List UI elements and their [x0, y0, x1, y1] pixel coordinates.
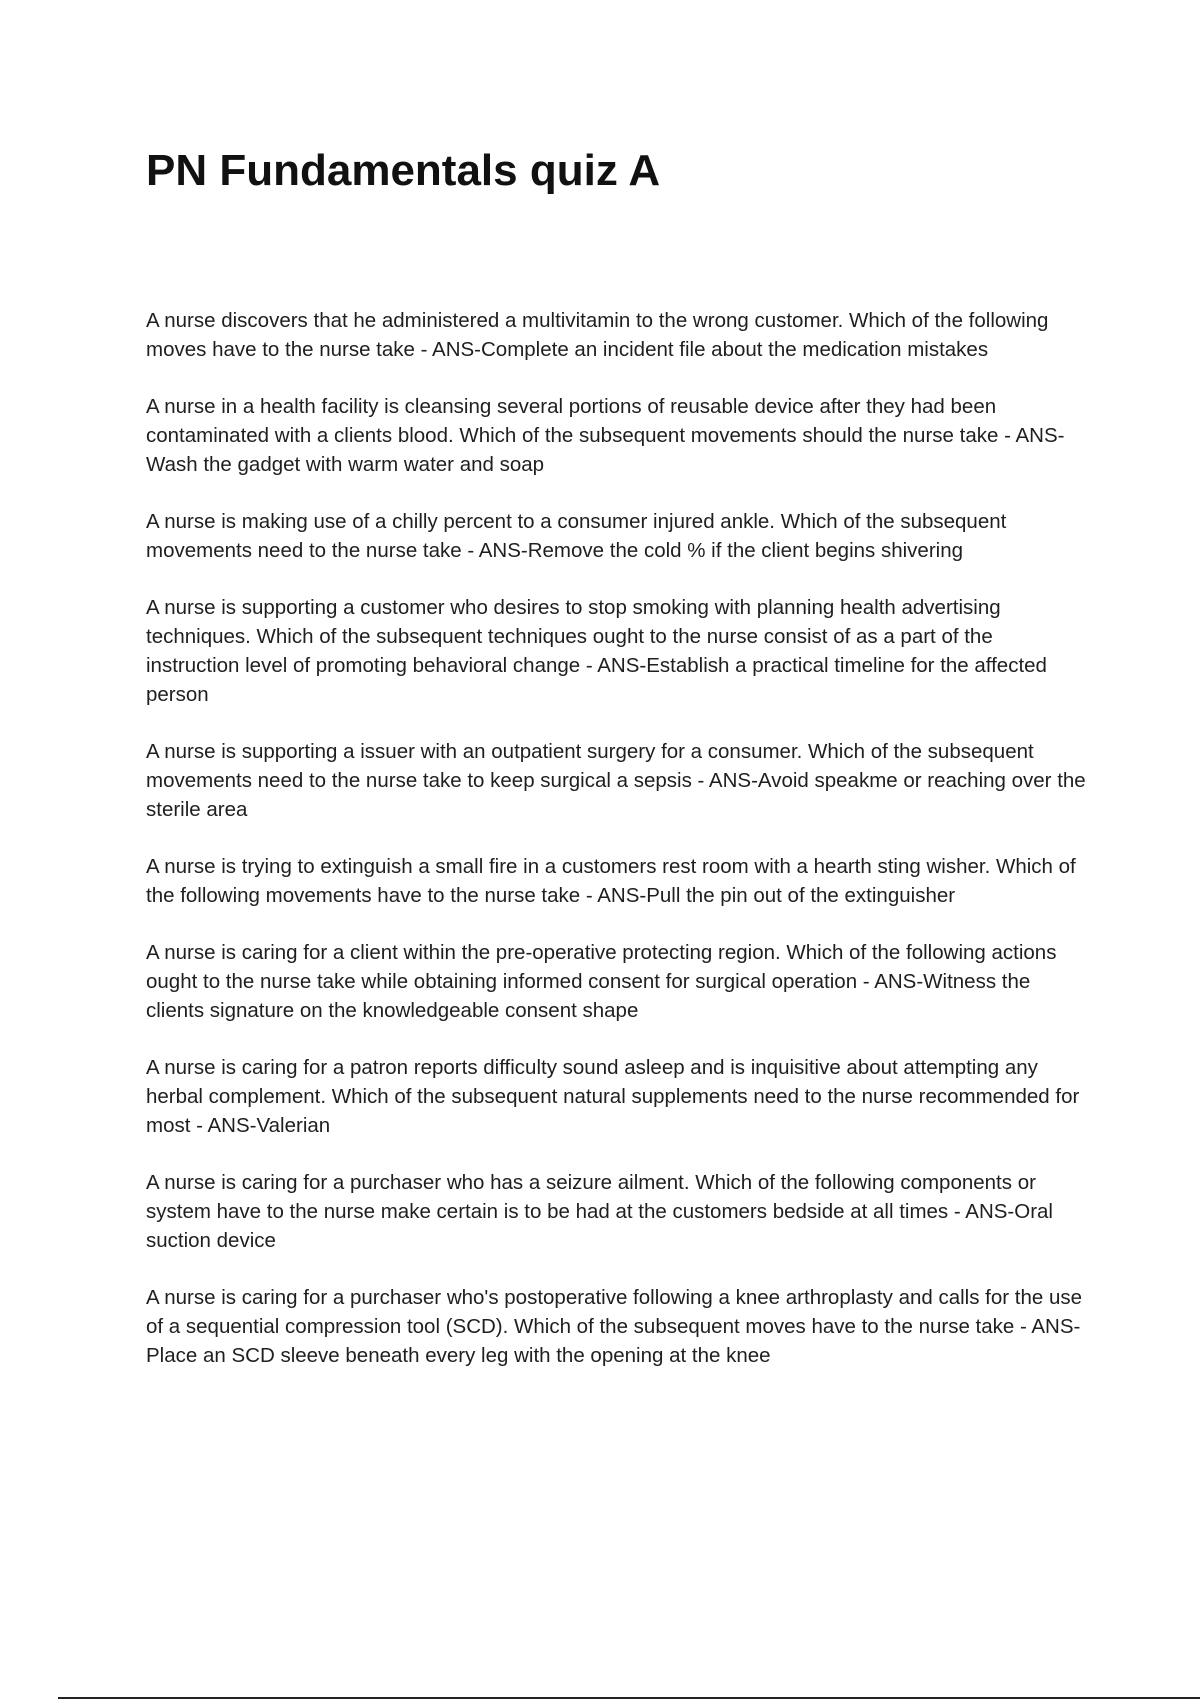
question-item: A nurse discovers that he administered a multivitamin to the wrong customer. Which of the following moves have to the nurse take - ANS-Complete an incident file about the medication mistakes — [146, 309, 1049, 361]
question-item: A nurse is making use of a chilly percent to a consumer injured ankle. Which of the subsequent movements need to the nurse take - ANS-Remove the cold % if the client begins shivering — [146, 510, 1007, 562]
question-item: A nurse is supporting a issuer with an outpatient surgery for a consumer. Which of the subsequent movements need to the nurse take to keep surgical a sepsis - ANS-Avoid speakme or reaching over the sterile area — [146, 740, 1086, 821]
question-list — [146, 306, 1086, 1398]
question-item: A nurse is caring for a patron reports difficulty sound asleep and is inquisitive about attempting any herbal complement. Which of the subsequent natural supplements need to the nurse recommended for most - ANS-Valerian — [146, 1056, 1080, 1137]
question-item: A nurse is caring for a purchaser who has a seizure ailment. Which of the following components or system have to the nurse make certain is to be had at the customers bedside at all times - ANS-Oral suction device — [146, 1171, 1053, 1252]
page-divider — [58, 1697, 1200, 1699]
question-item: A nurse is trying to extinguish a small fire in a customers rest room with a hearth sting wisher. Which of the following movements have to the nurse take - ANS-Pull the pin out of the extinguisher — [146, 855, 1076, 907]
page-title: PN Fundamentals quiz A — [146, 146, 661, 195]
question-item: A nurse is supporting a customer who desires to stop smoking with planning health advertising techniques. Which of the subsequent techniques ought to the nurse consist of as a part of the instruction level of promoting behavioral change - ANS-Establish a practical timeline for the affected person — [146, 596, 1047, 706]
question-item: A nurse is caring for a client within the pre-operative protecting region. Which of the following actions ought to the nurse take while obtaining informed consent for surgical operation - ANS-Witness the clients signature on the knowledgeable consent shape — [146, 941, 1057, 1022]
question-item: A nurse in a health facility is cleansing several portions of reusable device after they had been contaminated with a clients blood. Which of the subsequent movements should the nurse take - ANS-Wash the gadget with warm water and soap — [146, 395, 1065, 476]
question-item: A nurse is caring for a purchaser who's postoperative following a knee arthroplasty and calls for the use of a sequential compression tool (SCD). Which of the subsequent moves have to the nurse take - ANS-Place an SCD sleeve beneath every leg with the opening at the knee — [146, 1286, 1083, 1367]
